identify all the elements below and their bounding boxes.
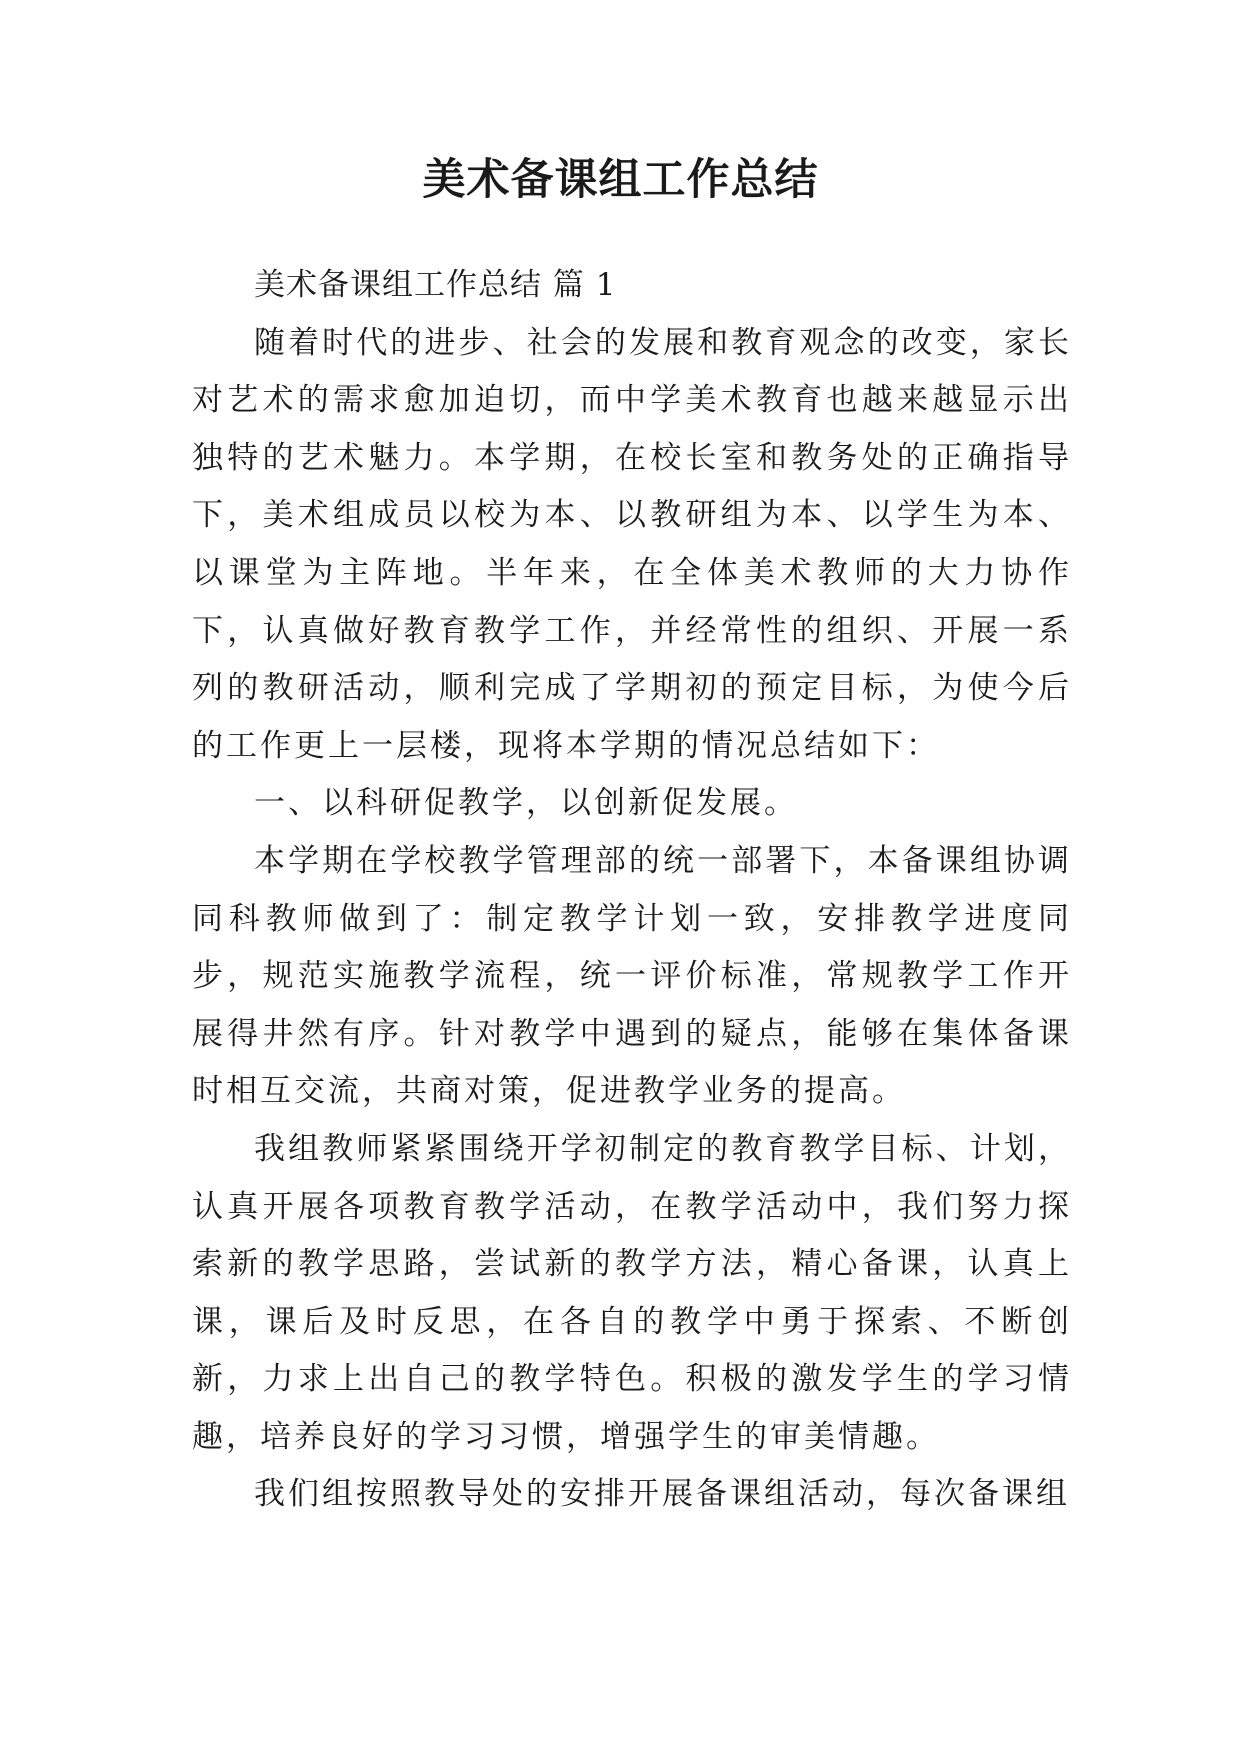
section-heading: 美术备课组工作总结 篇 1 [254, 267, 617, 303]
paragraph-teaching-activities: 我组教师紧紧围绕开学初制定的教育教学目标、计划，认真开展各项教育教学活动，在教学活动中，我们努力探索新的教学思路，尝试新的教学方法，精心备课，认真上课，课后及时反思，在各自的教学中勇于探索、不断创新，力求上出自己的教学特色。积极的激发学生的学习情趣，培养良好的学习习惯，增强学生的审美情趣。 [192, 1130, 1072, 1455]
paragraph-group-activities: 我们组按照教导处的安排开展备课组活动，每次备课组 [254, 1476, 1070, 1513]
paragraph-heading-one: 一、以科研促教学，以创新促发展。 [254, 785, 798, 822]
paragraph-intro: 随着时代的进步、社会的发展和教育观念的改变，家长对艺术的需求愈加迫切，而中学美术教育也越来越显示出独特的艺术魅力。本学期，在校长室和教务处的正确指导下，美术组成员以校为本、以教研组为本、以学生为本、以课堂为主阵地。半年来，在全体美术教师的大力协作下，认真做好教育教学工作，并经常性的组织、开展一系列的教研活动，顺利完成了学期初的预定目标，为使今后的工作更上一层楼，现将本学期的情况总结如下： [192, 324, 1072, 764]
paragraph-teaching-plan: 本学期在学校教学管理部的统一部署下，本备课组协调同科教师做到了：制定教学计划一致，安排教学进度同步，规范实施教学流程，统一评价标准，常规教学工作开展得井然有序。针对教学中遇到的疑点，能够在集体备课时相互交流，共商对策，促进教学业务的提高。 [192, 842, 1072, 1110]
document-body [192, 257, 1072, 1524]
document-title: 美术备课组工作总结 [422, 155, 819, 205]
